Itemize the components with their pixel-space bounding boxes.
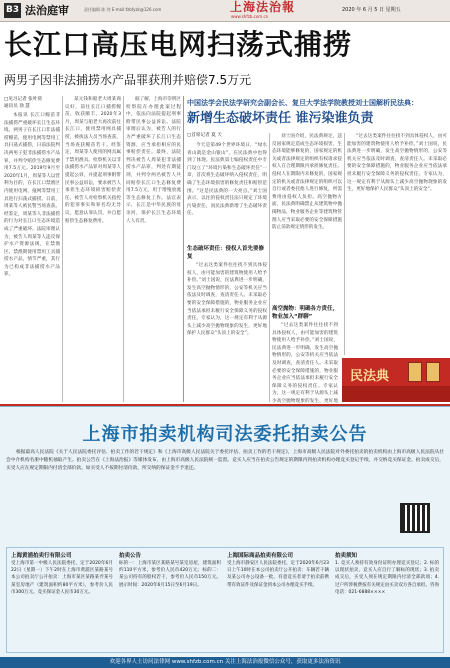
promo-bar bbox=[342, 386, 450, 402]
auction-company-name: 上海国际商品拍卖有限公司 bbox=[227, 553, 294, 559]
main-subheadline: 两男子因非法捕捞水产品罪获刑并赔偿7.5万元 bbox=[4, 73, 252, 87]
right-story-subheading-2: 高空抛物：明确各方责任，物业加入“群聊” bbox=[272, 306, 339, 320]
civil-code-promo-banner bbox=[342, 358, 450, 402]
auction-listing-text: 1. 竞买人须持有效身份证明办理竞买登记；2. 标的以现状拍卖，竞买人应自行了解标的现状；3. 拍卖成交后，买受人须在规定期限内付清全部款项；4. 过户所涉税费按有关规定由买卖双方各自承担。咨询电话：021-6888×××× bbox=[335, 561, 439, 595]
book-icon bbox=[408, 362, 422, 382]
story-divider bbox=[183, 96, 184, 402]
section-name: 法治庭审 bbox=[25, 4, 69, 17]
promo-text: 民法典 bbox=[350, 369, 390, 384]
auction-company-name: 拍卖须知 bbox=[335, 553, 358, 559]
auction-listing bbox=[11, 552, 113, 650]
right-story-column-2: 刘士国介绍，民法典规定，违反国家规定造成生态环境损害，生态环境能够修复的，国家规定的机关或者法律规定的组织有权请求侵权人在合理期限内承担修复责任。侵权人在期限内未修复的，国家规定的机关或者法律规定的组织可以自行或者委托他人进行修复，所需费用由侵权人负担。高空抛物方面，民法典明确禁止从建筑物中抛掷物品，物业服务企业等建筑物管理人应当采取必要的安全保障措施防止前款规定情形的发生。 bbox=[272, 134, 342, 231]
auction-company-name: 拍卖公告 bbox=[119, 553, 142, 559]
right-story-column-3: “过去这类案件往往找不到具体侵权人，由可能加害的建筑物使用人给予补偿。”刘士国说，民法典进一步明确，发生高空抛物情形的，公安等机关应当依法及时调查，查清责任人。未采取必要的安全保障措施的，物业服务企业应当依法承担未履行安全保障义务的侵权责任。专家认为，这一规定有利于从源头上减少高空抛物现象的发生，更好地保护人民群众“头顶上的安全”。 bbox=[347, 134, 447, 193]
column-divider bbox=[269, 133, 270, 402]
right-story-kicker: 中国法学会民法学研究会副会长、复旦大学法学院教授刘士国解析民法典： bbox=[187, 99, 418, 107]
main-byline: □见习记者 张叶荷 通讯员 徐 慧 bbox=[4, 97, 42, 109]
right-story-column-1b: “过去这类案件往往找不到具体侵权人，由可能加害的建筑物使用人给予补偿。”刘士国说，民法典进一步明确，发生高空抛物情形的，公安等机关应当依法及时调查，查清责任人。未采取必要的安全保障措施的，物业服务企业应当依法承担未履行安全保障义务的侵权责任。专家认为，这一规定有利于从源头上减少高空抛物现象的发生，更好地保护人民群众“头顶上的安全”。 bbox=[187, 263, 267, 337]
right-story-column-2b: “过去这类案件往往找不到具体侵权人，由可能加害的建筑物使用人给予补偿。”刘士国说，民法典进一步明确，发生高空抛物情形的，公安等机关应当依法及时调查，查清责任人。未采取必要的安全保障措施的，物业服务企业应当依法承担未履行安全保障义务的侵权责任。专家认为，这一规定有利于从源头上减少高空抛物现象的发生，更好地 bbox=[272, 323, 338, 404]
right-story-column-1: 今天是第49个世界环境日，“绿水青山就是金山银山”，在民法典中也得到了体现。民法典第七编侵权责任中专门设立了“环境污染和生态破坏责任”一章，首次将生态破坏纳入侵权责任，明确了生态环境损害的修复责任和赔偿范围。“这是民法典的一大亮点。”刘士国表示，以往的侵权责任法只规定了环境污染责任，而民法典新增了生态破坏责任。 bbox=[187, 143, 267, 217]
masthead-logo: 上海法治報 bbox=[230, 0, 296, 14]
auction-title: 上海市拍卖机构司法委托拍卖公告 bbox=[82, 424, 368, 445]
masthead-url: www.shfzb.com.cn bbox=[231, 14, 269, 19]
column-divider bbox=[344, 133, 345, 355]
auction-listing-text: 标的一：上海市某区某路某号某室房屋，建筑面积约110平方米，参考价人民币420万元；标的二：某公司持有的股权若干，参考价人民币150万元。展示时间：2020年6月15日至6月19日。 bbox=[119, 561, 221, 588]
issue-date: 2020 年 6 月 5 日 星期五 bbox=[342, 7, 401, 13]
auction-notice: 根据最高人民法院《关于人民法院委托评估、拍卖工作的若干规定》和《上海市高级人民法院关于委托评估、拍卖工作的若干规定》，上海市高级人民法院对外委托拍卖的拍卖机构由上海市高级人民法院从社会中介机构名册中随机抽取产生。拍卖公告在《上海法治报》等媒体发布，由上海市高级人民法院统一监督。竞买人应当在拍卖公告规定的期限内到拍卖机构办理竞买登记手续，并交纳竞买保证金。拍卖成交后，买受人应在规定期限内付清全部价款。如买受人不按期付清价款，所交纳的保证金不予退还。 bbox=[6, 450, 444, 471]
right-story-byline: □首席记者 夏 天 bbox=[187, 133, 222, 138]
auction-company-name: 上海黄浦拍卖行有限公司 bbox=[11, 553, 72, 559]
main-headline: 长江口高压电网扫荡式捕捞 bbox=[4, 28, 353, 61]
main-story-column-2: 某元钱和船老大周某商议好，前往长江口捕捞鳗苗，收获颇丰。2020年3月，周某与船老大再次前往长江口，使用禁用网具捕捞，被执法人员当场查获，当场查获鳗苗若干。经鉴定，周某等人使用的网具属于禁用渔具。检察机关以非法捕捞水产品罪对周某等人提起公诉，并提起刑事附带民事公益诉讼，要求被告人承担生态环境损害赔偿责任。被告人对检察机关指控的犯罪事实和罪名均无异议，愿意认罪认罚，并自愿赔偿生态修复费用。 bbox=[65, 97, 121, 224]
auction-listing bbox=[119, 552, 221, 650]
auction-announcement bbox=[0, 406, 450, 657]
auction-listing bbox=[227, 552, 329, 650]
main-story-column-3: 据了解，上海市崇明区检察院在办理此案过程中，依法向法院提起刑事附带民事公益诉讼。法院审理后认为，被告人的行为严重破坏了长江口生态资源，应当承担相应的民事赔偿责任。最终，法院判决被告人周某犯非法捕捞水产品罪，判处有期徒刑，并判令两名被告人共同赔偿长江口生态修复费用7.5万元，用于增殖放流等生态修复工作。法官表示，长江是中华民族的母亲河，保护长江生态环境人人有责。 bbox=[126, 97, 181, 224]
main-story-column-1: 本报讯 长江口鳗苗非法捕捞严重破坏长江生态环境。两男子在长江口非法捕捞鳗苗，使用电网等禁用工具扫荡式捕捞，日前法院判决两男子犯非法捕捞水产品罪，并判令赔偿生态修复费用7.5万元。2019年9月至2020年1月，周某等人以营利为目的，在长江口禁渔区内使用电网、拖网等禁用工具进行扫荡式捕捞。日前，周某等人被民警当场查获。经鉴定，周某等人非法捕捞的行为对长江口生态环境造成了严重破坏。法院审理认为，被告人周某等人违反保护水产资源法规，在禁渔区、禁渔期使用禁用工具捕捞水产品，情节严重，其行为已构成非法捕捞水产品罪。 bbox=[4, 113, 60, 278]
auction-listings bbox=[6, 547, 444, 653]
book-icon bbox=[426, 362, 440, 382]
column-divider bbox=[62, 96, 63, 402]
page-header bbox=[0, 0, 450, 22]
auction-listing-text: 受上海市静安区人民法院委托，定于2020年6月23日上午10时在本公司拍卖厅公开拍卖：车辆若干辆及某公司办公设备一批。有意竞买者请于拍卖前携带有效证件及保证金到本公司办理竞买手续。 bbox=[227, 561, 329, 588]
editor-info: 责任编辑 陈 剑 E-mail:fzbfyzk@126.com bbox=[84, 7, 162, 12]
right-story-headline: 新增生态破坏责任 谁污染谁负责 bbox=[187, 111, 374, 126]
auction-listing-text: 受上海市第一中级人民法院委托，定于2020年6月22日（星期一）下午2时在上海市黄浦区某路某号本公司拍卖厅公开拍卖：上海市某区某路某弄某号某室房地产（建筑面积约80平方米），参考价人民币300万元。竞买保证金人民币30万元。 bbox=[11, 561, 113, 595]
page-footer: 欢迎各界人士访问法律网 www.shfzb.com.cn 关注上海法治报微信公众号，获取更多法治资讯 bbox=[0, 657, 450, 668]
right-story-subheading-1: 生态破坏责任：侵权人首先要修复 bbox=[187, 246, 265, 260]
column-divider bbox=[123, 96, 124, 402]
auction-listing bbox=[335, 552, 439, 650]
qr-code-icon bbox=[400, 503, 430, 533]
page-number: B3 bbox=[4, 3, 21, 18]
